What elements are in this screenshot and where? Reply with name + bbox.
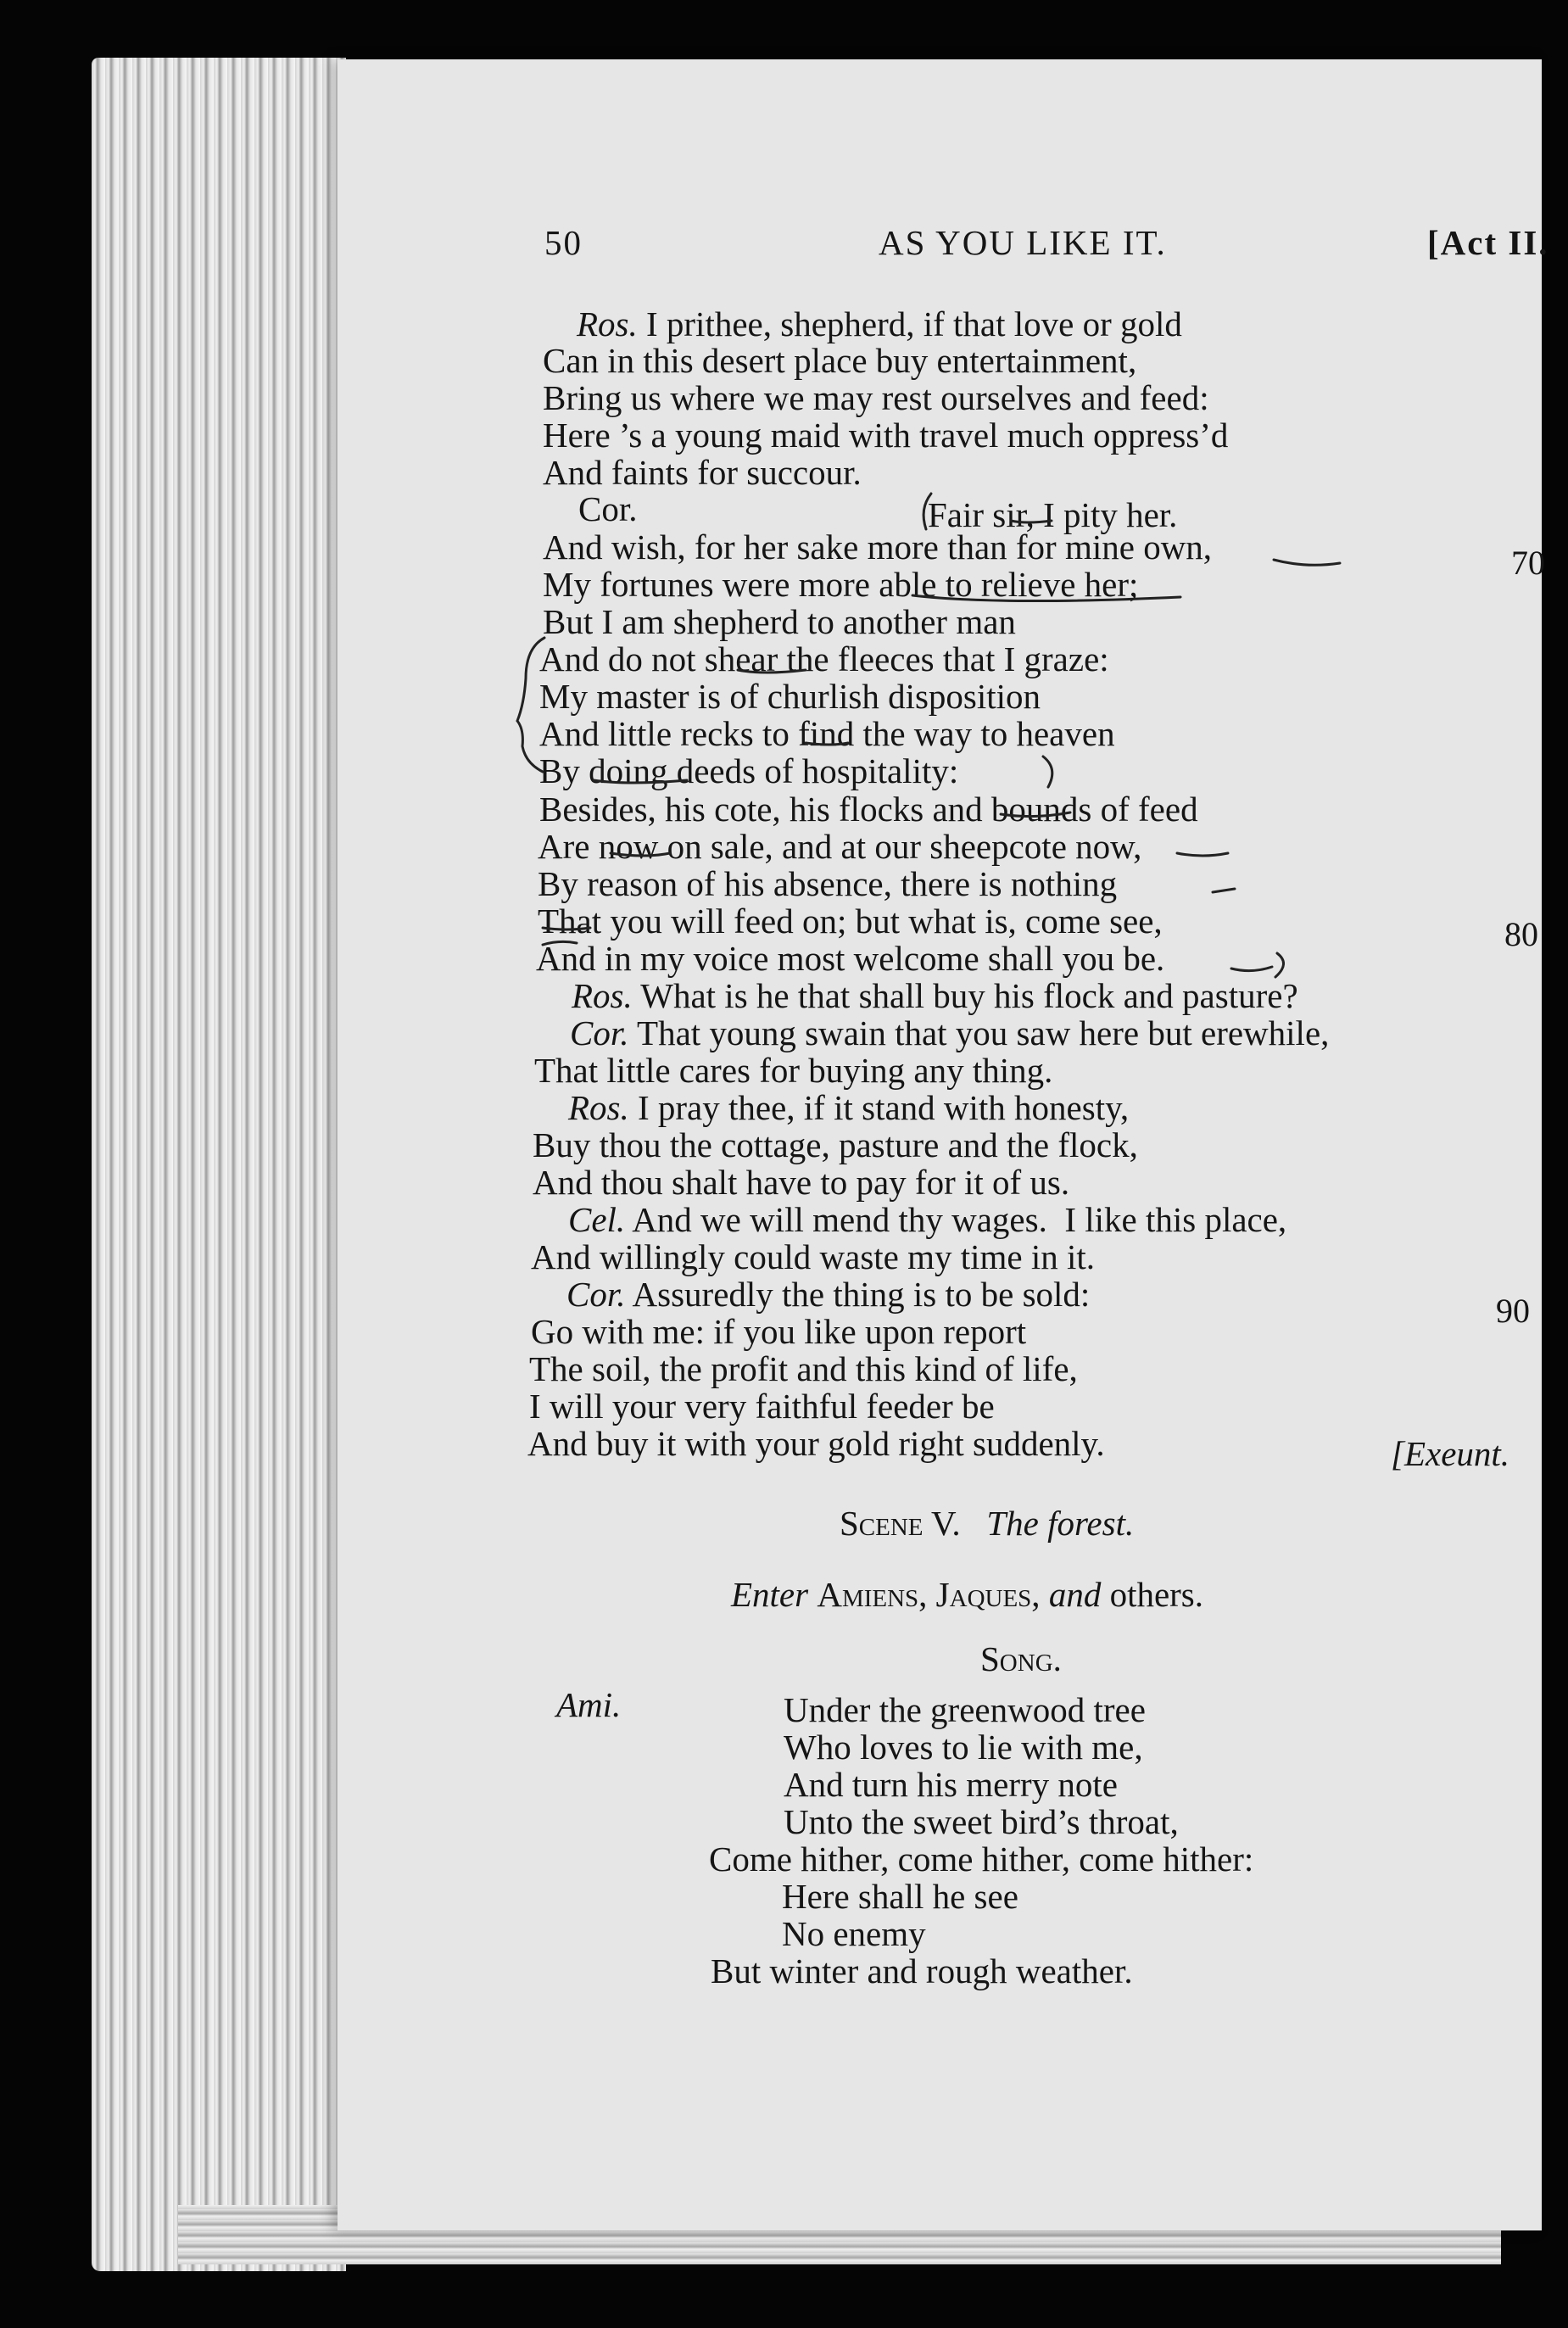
- scene-number: Scene V.: [840, 1504, 961, 1543]
- verse-line: I will your very faithful feeder be: [529, 1387, 995, 1426]
- speaker: Cor.: [570, 1013, 629, 1052]
- verse-line: Cor. That young swain that you saw here but erewhile,: [570, 1013, 1330, 1052]
- verse-line: And faints for succour.: [543, 453, 862, 492]
- stage-direction-entrance: Enter Amiens, Jaques, and others.: [731, 1575, 1204, 1614]
- verse-line: Go with me: if you like upon report: [531, 1312, 1027, 1351]
- underline-mark: [806, 743, 848, 745]
- underline-mark: [611, 853, 670, 856]
- song-speaker: Ami.: [556, 1685, 622, 1724]
- verse-line: That little cares for buying any thing.: [534, 1051, 1053, 1090]
- verse-line: Are now on sale, and at our sheepcote now,: [538, 827, 1142, 866]
- exeunt-direction: [Exeunt.: [1391, 1434, 1510, 1473]
- page-number: 50: [544, 223, 583, 262]
- scene-place: The forest.: [986, 1504, 1135, 1543]
- speaker: Cor.: [578, 489, 638, 528]
- speaker: Cel.: [568, 1200, 626, 1239]
- underline-mark: [594, 780, 687, 783]
- verse-line: Bring us where we may rest ourselves and feed:: [543, 378, 1209, 417]
- verse-line: But I am shepherd to another man: [543, 602, 1016, 641]
- line-number: 70: [1511, 544, 1545, 582]
- speaker: Ros.: [577, 304, 638, 343]
- verse-line: And in my voice most welcome shall you be.: [536, 939, 1165, 978]
- song-line: Who loves to lie with me,: [784, 1728, 1143, 1767]
- verse-line: And buy it with your gold right suddenly.: [527, 1424, 1105, 1463]
- verse-line: Can in this desert place buy entertainment,: [543, 341, 1137, 380]
- underline-mark: [912, 595, 1180, 601]
- verse-line: The soil, the profit and this kind of life,: [529, 1349, 1078, 1388]
- dash-mark: [1213, 889, 1235, 892]
- verse-line: And thou shalt have to pay for it of us.: [533, 1163, 1070, 1202]
- line-number: 90: [1496, 1292, 1530, 1330]
- speaker: Cor.: [566, 1275, 626, 1314]
- song-line: And turn his merry note: [784, 1765, 1118, 1804]
- act-marker: [Act II.: [1427, 223, 1549, 262]
- verse-line: Cor. Assuredly the thing is to be sold:: [566, 1275, 1091, 1314]
- verse-line: Fair sir, I pity her.: [928, 495, 1178, 534]
- speaker: Ros.: [572, 976, 633, 1015]
- line-number: 80: [1504, 915, 1538, 953]
- speaker: Ros.: [568, 1088, 629, 1127]
- verse-line: My master is of churlish disposition: [539, 677, 1041, 716]
- bracket-mark: [517, 638, 544, 772]
- verse-line: Ros. I pray thee, if it stand with honesty,: [568, 1088, 1130, 1127]
- verse-line: Ros. What is he that shall buy his flock and pasture?: [572, 976, 1298, 1015]
- bracket-mark: [924, 494, 931, 529]
- underline-mark: [1001, 812, 1070, 817]
- underline-mark: [1274, 560, 1340, 565]
- underline-mark: [1231, 967, 1272, 971]
- song-line: Unto the sweet bird’s throat,: [784, 1802, 1179, 1841]
- verse-line: And little recks to find the way to heaven: [539, 714, 1115, 753]
- bracket-mark: [1043, 756, 1052, 787]
- overline-mark: [543, 941, 577, 945]
- verse-line: Cel. And we will mend thy wages. I like this place,: [568, 1200, 1287, 1239]
- character-names: Amiens, Jaques,: [817, 1575, 1041, 1614]
- verse-line: Buy thou the cottage, pasture and the flock,: [533, 1125, 1138, 1164]
- underline-mark: [1177, 853, 1228, 856]
- verse-line: My fortunes were more able to relieve her;: [543, 565, 1139, 604]
- running-title: AS YOU LIKE IT.: [879, 223, 1167, 262]
- song-title: Song.: [980, 1639, 1062, 1678]
- underline-mark: [738, 670, 806, 673]
- verse-line: Here ’s a young maid with travel much oppress’d: [543, 416, 1229, 455]
- underline-mark: [543, 928, 590, 930]
- song-line: Under the greenwood tree: [784, 1690, 1146, 1729]
- song-line: No enemy: [782, 1914, 926, 1953]
- song-line: Here shall he see: [782, 1877, 1018, 1916]
- verse-line: And wish, for her sake more than for mine own,: [543, 528, 1213, 567]
- bracket-mark: [1275, 953, 1284, 977]
- song-line: Come hither, come hither, come hither:: [709, 1840, 1254, 1879]
- verse-line: Besides, his cote, his flocks and bounds of feed: [539, 790, 1198, 829]
- verse-line: And do not shear the fleeces that I graze:: [539, 639, 1109, 678]
- underline-mark: [1011, 521, 1052, 522]
- verse-line: And willingly could waste my time in it.: [531, 1237, 1096, 1276]
- verse-line: By doing deeds of hospitality:: [539, 751, 959, 790]
- verse-line: Ros. I prithee, shepherd, if that love or gold: [577, 304, 1182, 343]
- verse-line: By reason of his absence, there is nothing: [538, 864, 1118, 903]
- verse-line: That you will feed on; but what is, come see,: [538, 902, 1163, 941]
- song-line: But winter and rough weather.: [711, 1951, 1133, 1990]
